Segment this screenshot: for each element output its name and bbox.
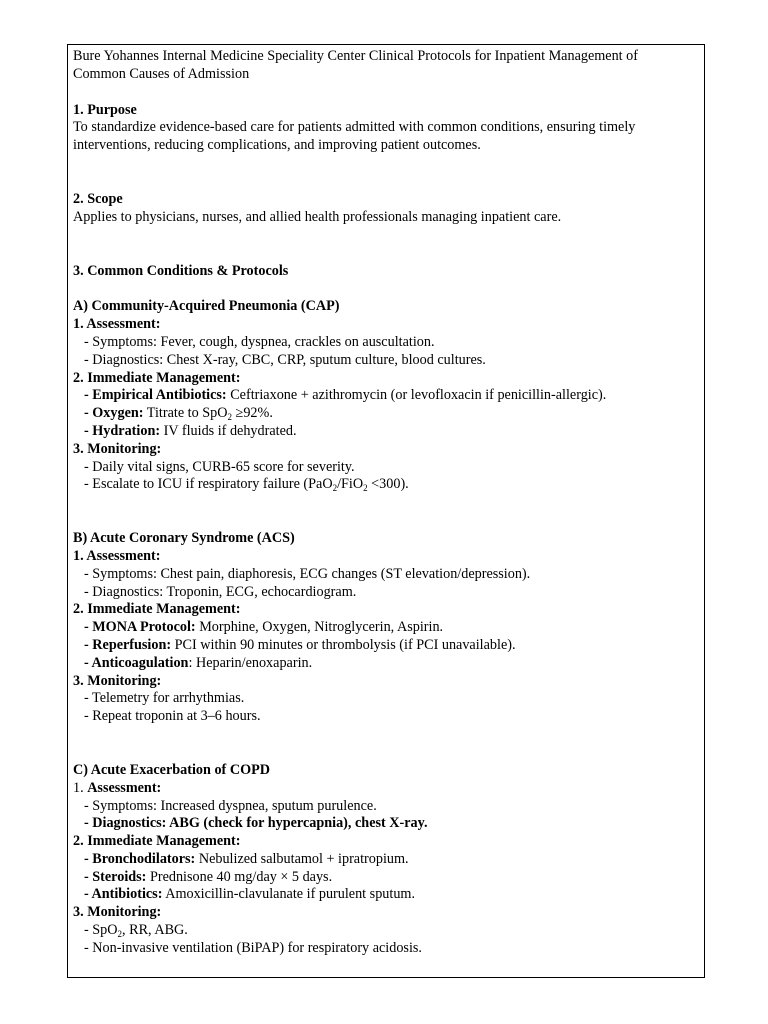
copd-management-heading: 2. Immediate Management: [73,833,241,850]
acs-mona: - MONA Protocol: Morphine, Oxygen, Nitroglycerin, Aspirin. [84,619,444,636]
acs-diagnostics: - Diagnostics: Troponin, ECG, echocardiogram. [84,583,357,600]
acs-monitoring-heading: 3. Monitoring: [73,672,162,689]
conditions-heading: 3. Common Conditions & Protocols [73,262,289,279]
acs-anticoagulation: - Anticoagulation: Heparin/enoxaparin. [84,654,313,671]
cap-heading: A) Community-Acquired Pneumonia (CAP) [73,298,340,315]
copd-monitoring-item-1: - SpO$_2$, RR, ABG. [84,922,188,940]
copd-steroids: - Steroids: Prednisone 40 mg/day × 5 days. [84,868,333,885]
acs-monitoring-item-2: - Repeat troponin at 3–6 hours. [84,708,261,725]
copd-diagnostics: - Diagnostics: ABG (check for hypercapnia), chest X-ray. [84,815,428,832]
cap-symptoms: - Symptoms: Fever, cough, dyspnea, crackles on auscultation. [84,333,435,350]
copd-antibiotics: - Antibiotics: Amoxicillin-clavulanate if purulent sputum. [84,886,415,903]
scope-text: Applies to physicians, nurses, and allied health professionals managing inpatient care. [73,208,562,225]
cap-antibiotics: - Empirical Antibiotics: Ceftriaxone + azithromycin (or levofloxacin if penicillin-allergic). [84,387,607,404]
purpose-text-line-2: interventions, reducing complications, and improving patient outcomes. [73,137,481,154]
copd-monitoring-heading: 3. Monitoring: [73,904,162,921]
acs-monitoring-item-1: - Telemetry for arrhythmias. [84,690,245,707]
copd-assessment-heading: 1. Assessment: [73,779,162,796]
scope-heading: 2. Scope [73,190,123,207]
copd-heading: C) Acute Exacerbation of COPD [73,761,271,778]
purpose-heading: 1. Purpose [73,101,137,118]
cap-monitoring-item-2: - Escalate to ICU if respiratory failure (PaO$_2$/FiO$_2$ <300). [84,476,409,494]
protocol-document [67,44,705,978]
acs-assessment-heading: 1. Assessment: [73,547,161,564]
cap-management-heading: 2. Immediate Management: [73,369,241,386]
acs-reperfusion: - Reperfusion: PCI within 90 minutes or thrombolysis (if PCI unavailable). [84,636,516,653]
cap-hydration: - Hydration: IV fluids if dehydrated. [84,422,297,439]
copd-symptoms: - Symptoms: Increased dyspnea, sputum purulence. [84,797,377,814]
copd-monitoring-item-2: - Non-invasive ventilation (BiPAP) for respiratory acidosis. [84,939,422,956]
cap-assessment-heading: 1. Assessment: [73,316,161,333]
document-title-line-1: Bure Yohannes Internal Medicine Speciality Center Clinical Protocols for Inpatient Management of [73,48,638,64]
cap-diagnostics: - Diagnostics: Chest X-ray, CBC, CRP, sputum culture, blood cultures. [84,351,486,368]
cap-monitoring-heading: 3. Monitoring: [73,440,162,457]
acs-symptoms: - Symptoms: Chest pain, diaphoresis, ECG changes (ST elevation/depression). [84,565,531,582]
cap-oxygen: - Oxygen: Titrate to SpO$_2$ ≥92%. [84,405,273,423]
document-title-line-2: Common Causes of Admission [73,65,250,82]
acs-heading: B) Acute Coronary Syndrome (ACS) [73,530,295,547]
purpose-text-line-1: To standardize evidence-based care for patients admitted with common conditions, ensuring timely [73,119,636,136]
acs-management-heading: 2. Immediate Management: [73,601,241,618]
cap-monitoring-item-1: - Daily vital signs, CURB-65 score for severity. [84,458,355,475]
copd-bronchodilators: - Bronchodilators: Nebulized salbutamol + ipratropium. [84,850,409,867]
